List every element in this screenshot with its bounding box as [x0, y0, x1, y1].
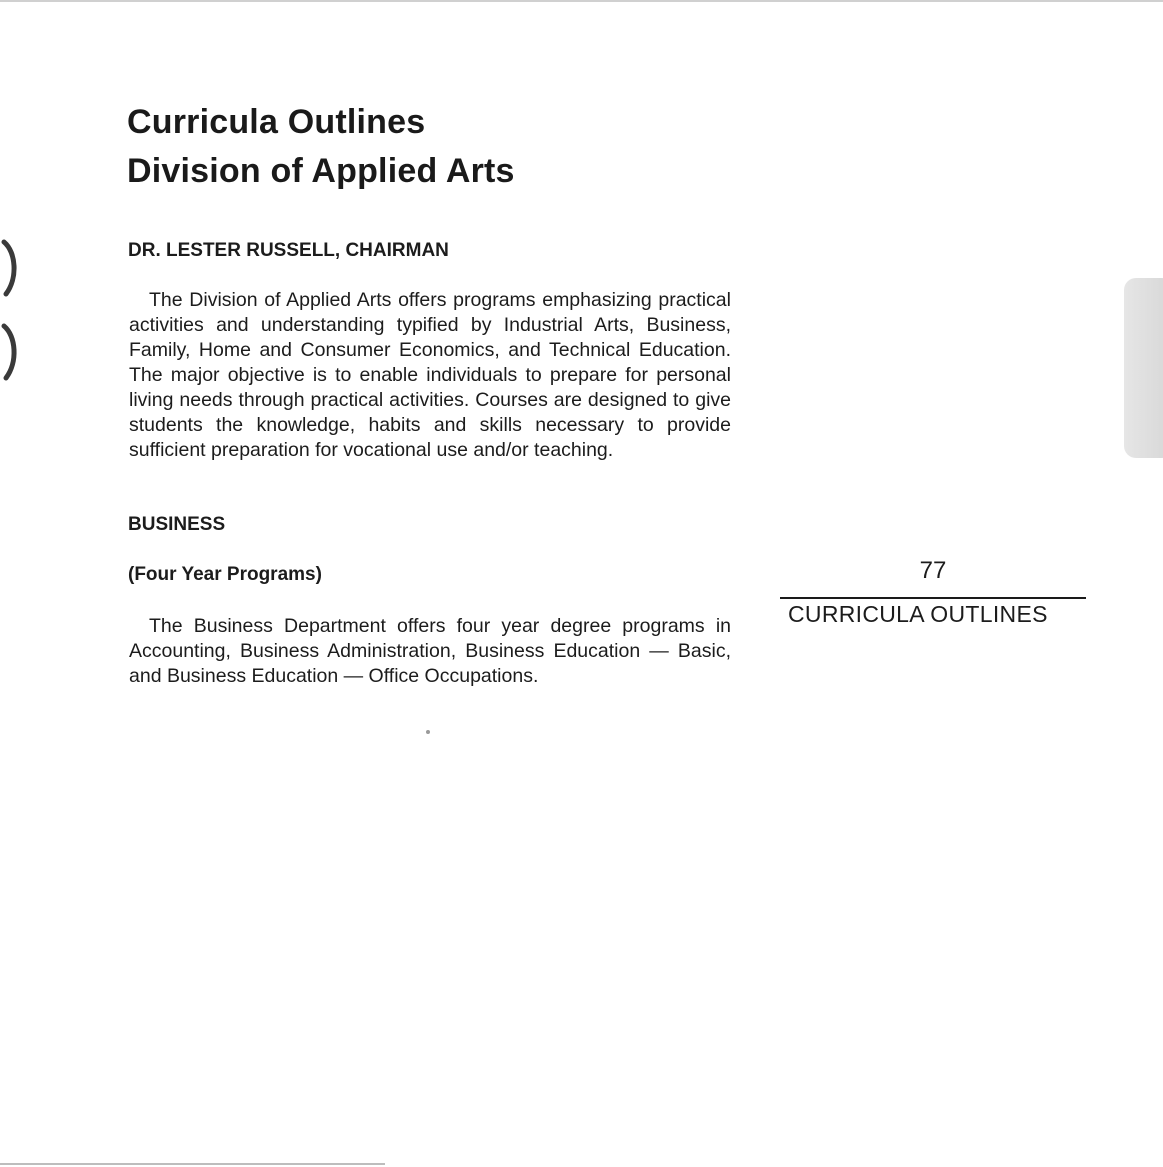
bottom-edge-rule	[0, 1163, 385, 1165]
section-heading: BUSINESS	[128, 514, 226, 535]
page-number: 77	[919, 557, 947, 584]
running-head-rule	[780, 597, 1086, 599]
running-head: CURRICULA OUTLINES	[788, 601, 1048, 627]
print-speck	[426, 730, 430, 734]
page-subtitle-line: Division of Applied Arts	[127, 152, 515, 190]
page-title	[127, 98, 515, 196]
page-title-line: Curricula Outlines	[127, 103, 426, 141]
binder-hole-mark	[0, 238, 26, 298]
index-tab-edge	[1124, 278, 1163, 458]
business-paragraph: The Business Department offers four year degree programs in Accounting, Business Administration, Business Education — Basic, and Business Education — Office Occupations.	[129, 615, 731, 687]
intro-paragraph: The Division of Applied Arts offers programs emphasizing practical activities and understanding typified by Industrial Arts, Business, Family, Home and Consumer Economics, and Technical Education. The major objective is to enable individuals to prepare for personal living needs through practical activities. Courses are designed to give students the knowledge, habits and skills necessary to provide sufficient preparation for vocational use and/or teaching.	[129, 289, 731, 461]
subsection-heading: (Four Year Programs)	[128, 564, 322, 585]
chairman-heading: DR. LESTER RUSSELL, CHAIRMAN	[128, 240, 449, 261]
binder-hole-mark	[0, 322, 26, 382]
top-edge-rule	[0, 0, 1163, 2]
